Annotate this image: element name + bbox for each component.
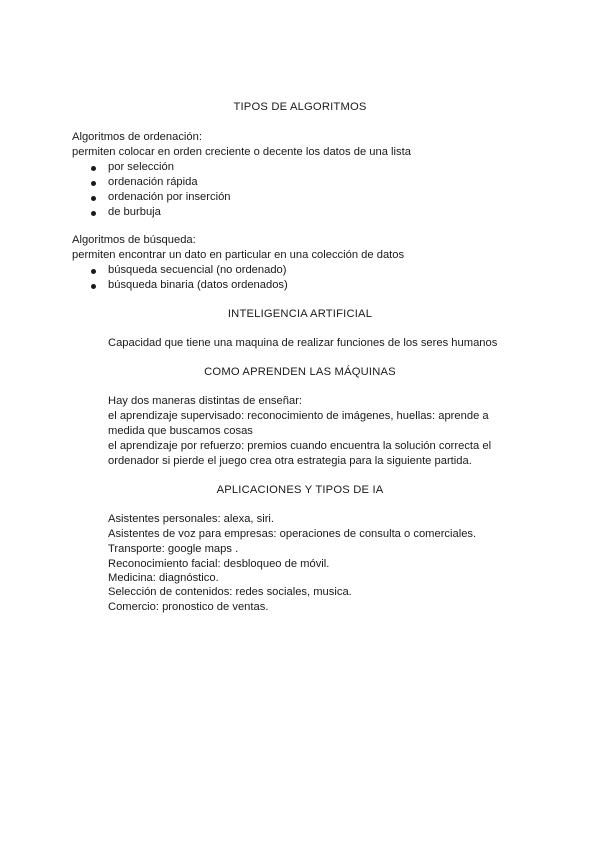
list-item: de burbuja: [108, 206, 161, 218]
list-item: búsqueda binaria (datos ordenados): [108, 279, 288, 291]
bullet-dot: [91, 211, 96, 216]
aprenden-line: el aprendizaje por refuerzo: premios cuando encuentra la solución correcta el: [108, 440, 492, 452]
list-item: ordenación rápida: [108, 176, 198, 188]
aprenden-line: el aprendizaje supervisado: reconocimiento de imágenes, huellas: aprende a: [108, 410, 489, 422]
ia-text: Capacidad que tiene una maquina de realizar funciones de los seres humanos: [108, 337, 498, 349]
list-item: búsqueda secuencial (no ordenado): [108, 264, 287, 276]
bullet-dot: [91, 269, 96, 274]
aplicacion-line: Selección de contenidos: redes sociales, musica.: [108, 586, 352, 598]
bullet-dot: [91, 181, 96, 186]
aplicacion-line: Medicina: diagnóstico.: [108, 572, 219, 584]
aplicaciones-heading: APLICACIONES Y TIPOS DE IA: [216, 484, 384, 496]
bullet-dot: [91, 166, 96, 171]
aplicacion-line: Asistentes de voz para empresas: operaciones de consulta o comerciales.: [108, 528, 477, 540]
bullet-dot: [91, 196, 96, 201]
list-item: por selección: [108, 161, 174, 173]
bullet-dot: [91, 284, 96, 289]
aprenden-heading: COMO APRENDEN LAS MÁQUINAS: [204, 366, 396, 378]
aprenden-line: medida que buscamos cosas: [108, 425, 253, 437]
ordenacion-description: permiten colocar en orden creciente o decente los datos de una lista: [72, 146, 411, 158]
busqueda-heading: Algoritmos de búsqueda:: [72, 234, 196, 246]
busqueda-description: permiten encontrar un dato en particular en una colección de datos: [72, 249, 405, 261]
ordenacion-heading: Algoritmos de ordenación:: [72, 131, 202, 143]
aprenden-line: ordenador si pierde el juego crea otra estrategia para la siguiente partida.: [108, 455, 472, 467]
aplicacion-line: Transporte: google maps .: [108, 543, 239, 555]
aprenden-line: Hay dos maneras distintas de enseñar:: [108, 395, 303, 407]
ia-heading: INTELIGENCIA ARTIFICIAL: [227, 308, 373, 320]
list-item: ordenación por inserción: [108, 191, 231, 203]
aplicacion-line: Asistentes personales: alexa, siri.: [108, 513, 275, 525]
page-title: TIPOS DE ALGORITMOS: [233, 101, 367, 113]
aplicacion-line: Comercio: pronostico de ventas.: [108, 601, 269, 613]
aplicacion-line: Reconocimiento facial: desbloqueo de móvil.: [108, 558, 330, 570]
